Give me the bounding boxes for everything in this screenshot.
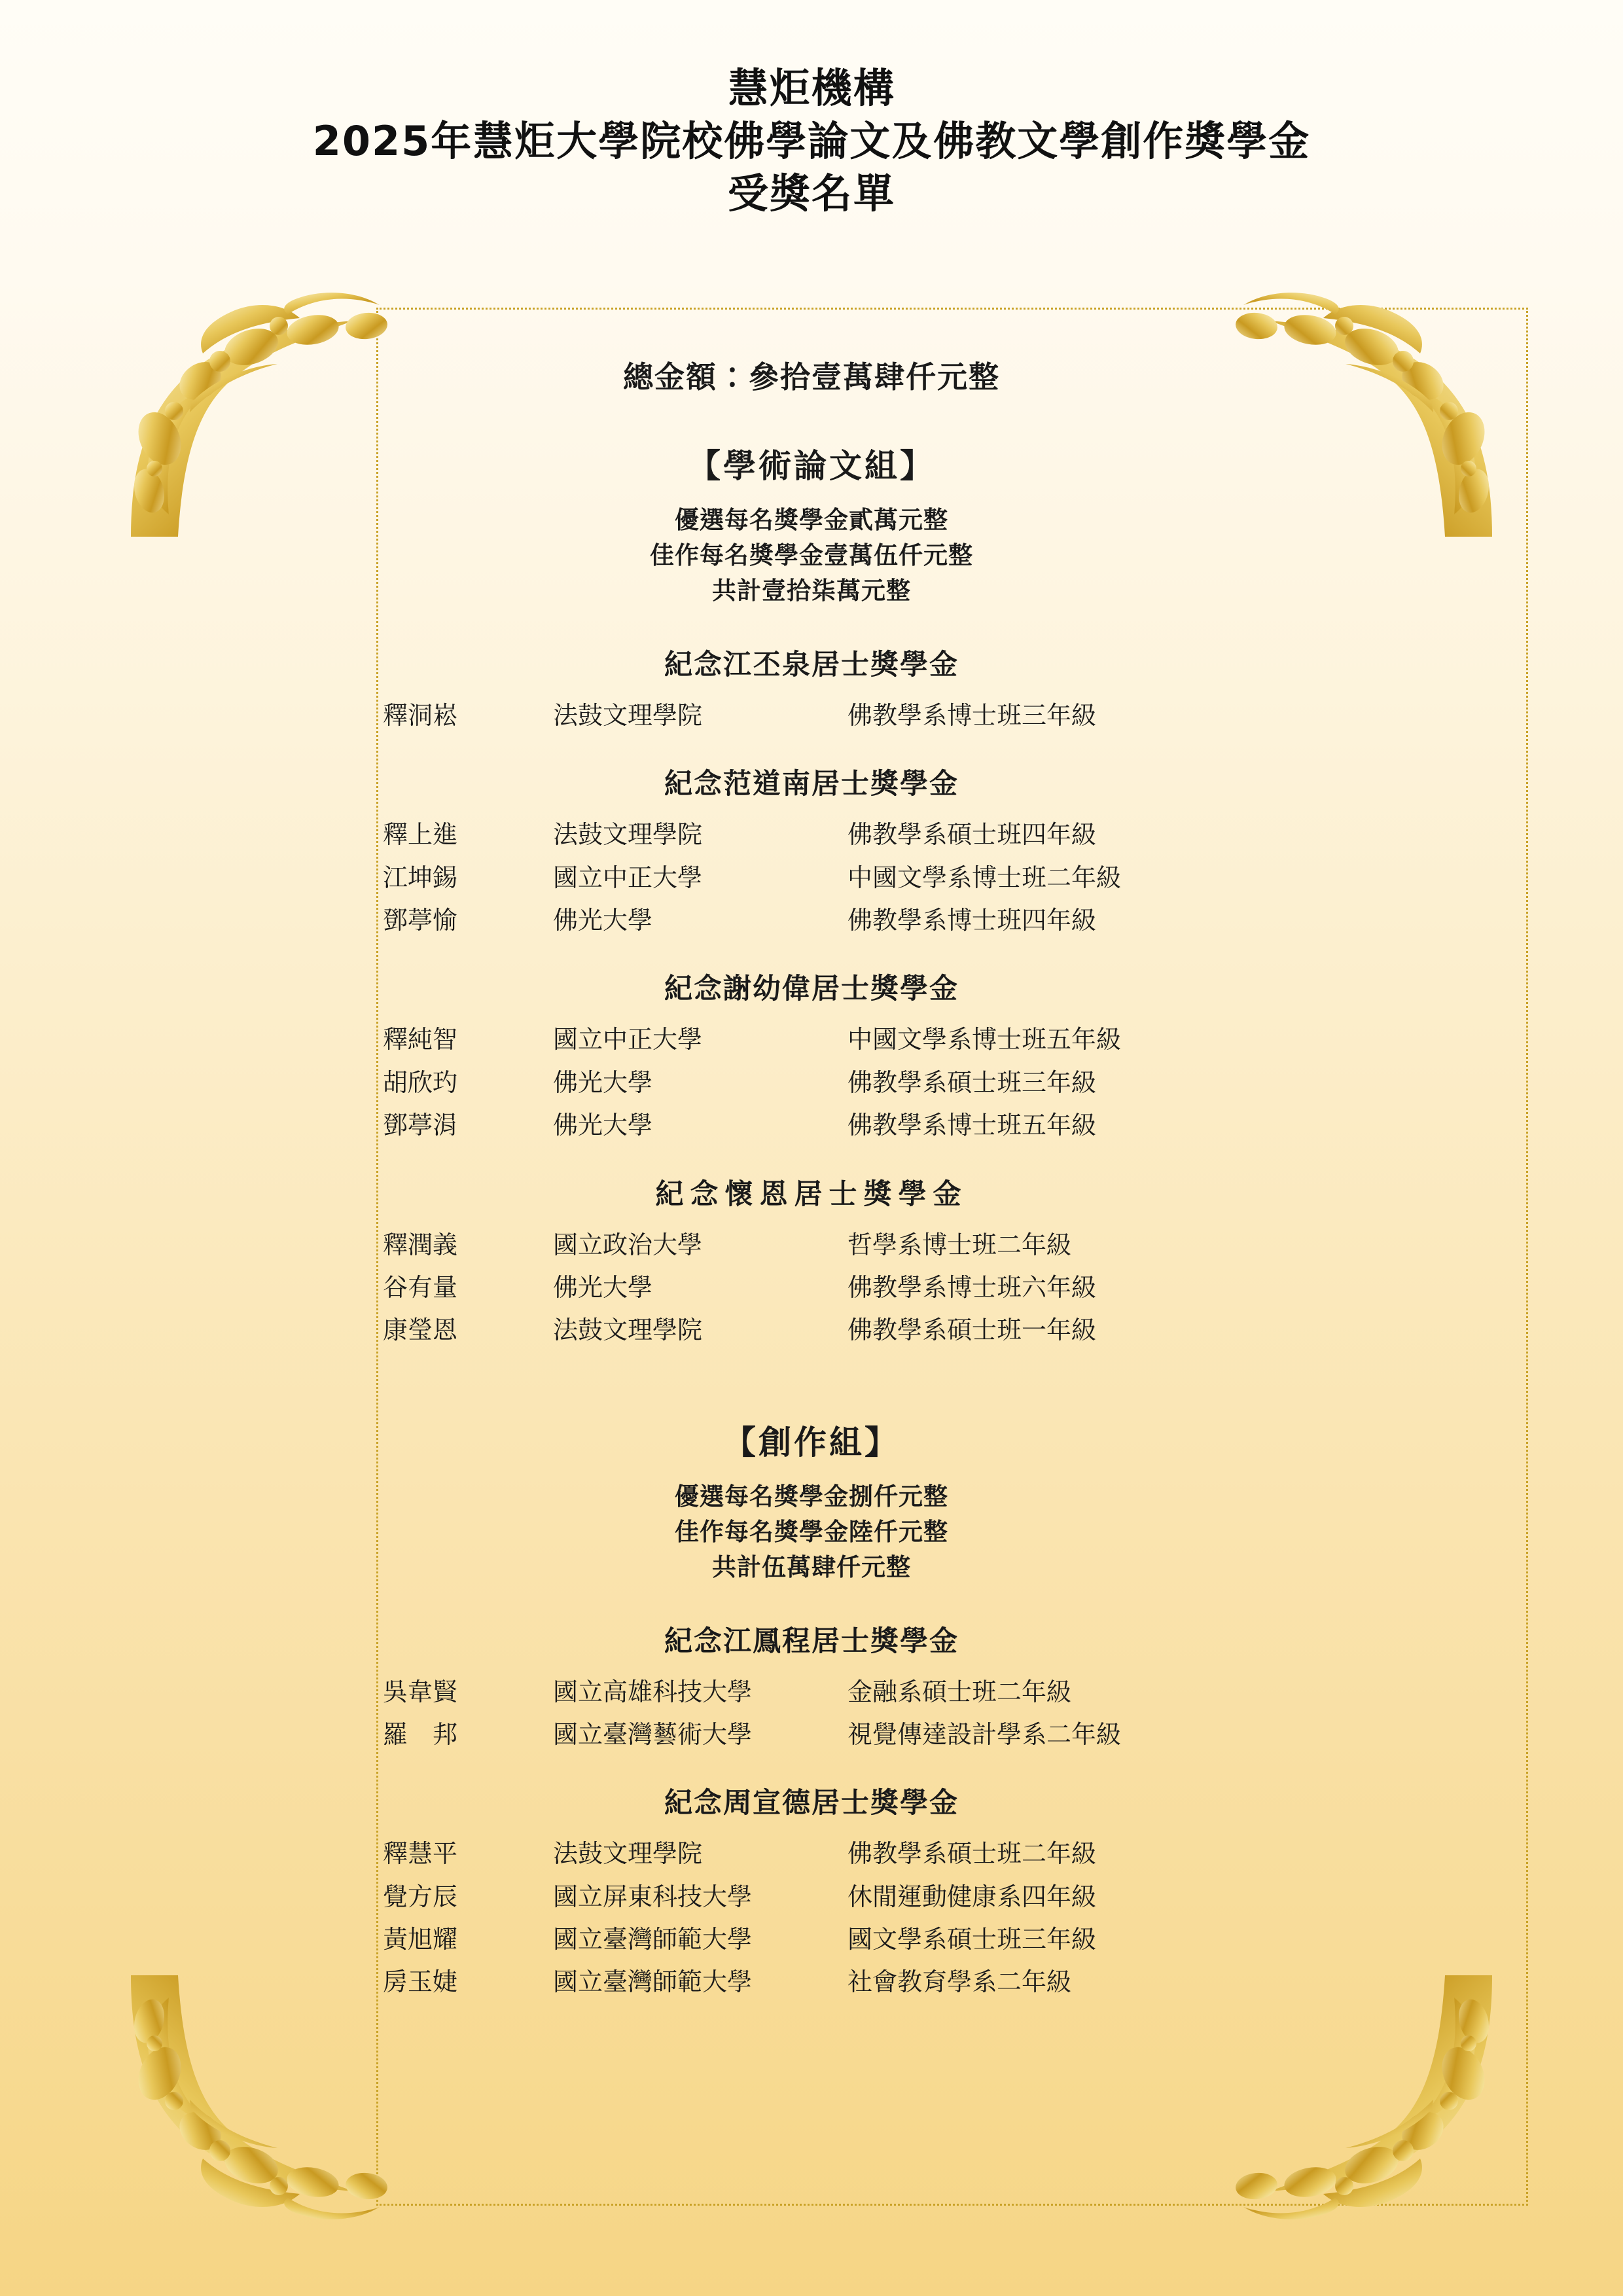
recipient-department: 國文學系碩士班三年級 — [847, 1925, 1097, 1954]
award-block — [0, 1781, 1623, 2003]
recipient-school: 國立臺灣師範大學 — [553, 1967, 753, 1997]
award-title: 紀念江丕泉居士獎學金 — [664, 649, 959, 682]
recipient-department: 中國文學系博士班二年級 — [847, 863, 1122, 892]
recipient-table — [383, 1833, 1240, 2003]
recipient-name: 羅 邦 — [383, 1720, 458, 1749]
recipient-name: 釋上進 — [383, 820, 458, 850]
recipient-school: 國立政治大學 — [553, 1230, 703, 1259]
recipient-name: 鄧葶愉 — [383, 906, 458, 935]
award-title: 紀念范道南居士獎學金 — [664, 768, 959, 801]
award-title: 紀念江鳳程居士獎學金 — [664, 1624, 959, 1658]
award-block — [0, 643, 1623, 737]
recipient-department: 佛教學系碩士班一年級 — [847, 1316, 1097, 1345]
award-group — [0, 1416, 1623, 2004]
table-row — [383, 1062, 1240, 1104]
recipient-table — [383, 694, 1240, 737]
recipient-name: 覺方辰 — [383, 1882, 458, 1911]
award-group-notes: 優選每名獎學金捌仟元整 佳作每名獎學金陸仟元整 共計伍萬肆仟元整 — [675, 1482, 948, 1581]
recipient-department: 佛教學系碩士班四年級 — [847, 820, 1097, 850]
table-row — [383, 1018, 1240, 1061]
recipient-name: 房玉婕 — [383, 1967, 458, 1997]
recipient-name: 江坤錫 — [383, 863, 458, 892]
groups-container — [0, 440, 1623, 2004]
title-line-organization: 慧炬機構 — [727, 64, 895, 112]
recipient-school: 國立臺灣師範大學 — [553, 1925, 753, 1954]
award-title: 紀念謝幼偉居士獎學金 — [664, 973, 959, 1006]
recipient-name: 釋潤義 — [383, 1230, 458, 1259]
award-group-notes: 優選每名獎學金貳萬元整 佳作每名獎學金壹萬伍仟元整 共計壹拾柒萬元整 — [650, 506, 973, 605]
recipient-department: 佛教學系博士班三年級 — [847, 701, 1097, 730]
recipient-name: 康瑩恩 — [383, 1316, 458, 1345]
title-line-award-name: 2025年慧炬大學院校佛學論文及佛教文學創作獎學金 — [312, 117, 1311, 165]
table-row — [383, 1309, 1240, 1352]
recipient-department: 視覺傳達設計學系二年級 — [847, 1720, 1122, 1749]
table-row — [383, 1876, 1240, 1918]
recipient-table — [383, 1018, 1240, 1147]
document-title — [0, 0, 1623, 221]
recipient-name: 鄧葶涓 — [383, 1111, 458, 1140]
recipient-school: 國立中正大學 — [553, 863, 703, 892]
table-row — [383, 1266, 1240, 1309]
recipient-department: 佛教學系博士班六年級 — [847, 1272, 1097, 1302]
recipient-name: 胡欣玓 — [383, 1067, 458, 1097]
table-row — [383, 1224, 1240, 1266]
recipient-name: 谷有量 — [383, 1272, 458, 1302]
recipient-school: 國立屏東科技大學 — [553, 1882, 753, 1911]
recipient-name: 釋純智 — [383, 1025, 458, 1054]
recipient-name: 黃旭耀 — [383, 1925, 458, 1954]
recipient-school: 佛光大學 — [553, 906, 653, 935]
recipient-school: 國立中正大學 — [553, 1025, 703, 1054]
recipient-school: 法鼓文理學院 — [553, 1316, 703, 1345]
recipient-school: 法鼓文理學院 — [553, 701, 703, 730]
recipient-name: 釋洞崧 — [383, 701, 458, 730]
table-row — [383, 1104, 1240, 1147]
award-title: 紀念懷恩居士獎學金 — [655, 1177, 968, 1211]
recipient-school: 佛光大學 — [553, 1111, 653, 1140]
title-line-subtitle: 受獎名單 — [727, 170, 895, 218]
table-row — [383, 1713, 1240, 1756]
recipient-department: 佛教學系博士班四年級 — [847, 906, 1097, 935]
award-title: 紀念周宣德居士獎學金 — [664, 1787, 959, 1820]
recipient-department: 休閒運動健康系四年級 — [847, 1882, 1097, 1911]
award-list-body — [0, 353, 1623, 2029]
table-row — [383, 899, 1240, 942]
award-group-title: 【創作組】 — [723, 1423, 900, 1462]
table-row — [383, 857, 1240, 899]
table-row — [383, 814, 1240, 856]
award-group — [0, 440, 1623, 1352]
recipient-department: 金融系碩士班二年級 — [847, 1677, 1072, 1706]
recipient-school: 國立高雄科技大學 — [553, 1677, 753, 1706]
recipient-department: 哲學系博士班二年級 — [847, 1230, 1072, 1259]
recipient-name: 吳韋賢 — [383, 1677, 458, 1706]
table-row — [383, 1918, 1240, 1961]
table-row — [383, 694, 1240, 737]
recipient-table — [383, 814, 1240, 942]
award-group-title: 【學術論文組】 — [688, 447, 935, 485]
recipient-name: 釋慧平 — [383, 1839, 458, 1869]
table-row — [383, 1833, 1240, 1875]
recipient-department: 佛教學系碩士班二年級 — [847, 1839, 1097, 1869]
recipient-department: 中國文學系博士班五年級 — [847, 1025, 1122, 1054]
recipient-school: 法鼓文理學院 — [553, 820, 703, 850]
total-amount: 總金額：參拾壹萬肆仟元整 — [623, 359, 1000, 395]
table-row — [383, 1671, 1240, 1713]
recipient-school: 佛光大學 — [553, 1067, 653, 1097]
recipient-table — [383, 1224, 1240, 1352]
table-row — [383, 1961, 1240, 2003]
award-block — [0, 762, 1623, 942]
recipient-department: 佛教學系博士班五年級 — [847, 1111, 1097, 1140]
recipient-department: 佛教學系碩士班三年級 — [847, 1067, 1097, 1097]
group-spacer — [0, 1377, 1623, 1416]
recipient-school: 國立臺灣藝術大學 — [553, 1720, 753, 1749]
award-block — [0, 967, 1623, 1147]
award-block — [0, 1619, 1623, 1757]
recipient-table — [383, 1671, 1240, 1757]
recipient-school: 法鼓文理學院 — [553, 1839, 703, 1869]
recipient-department: 社會教育學系二年級 — [847, 1967, 1072, 1997]
award-block — [0, 1172, 1623, 1352]
recipient-school: 佛光大學 — [553, 1272, 653, 1302]
